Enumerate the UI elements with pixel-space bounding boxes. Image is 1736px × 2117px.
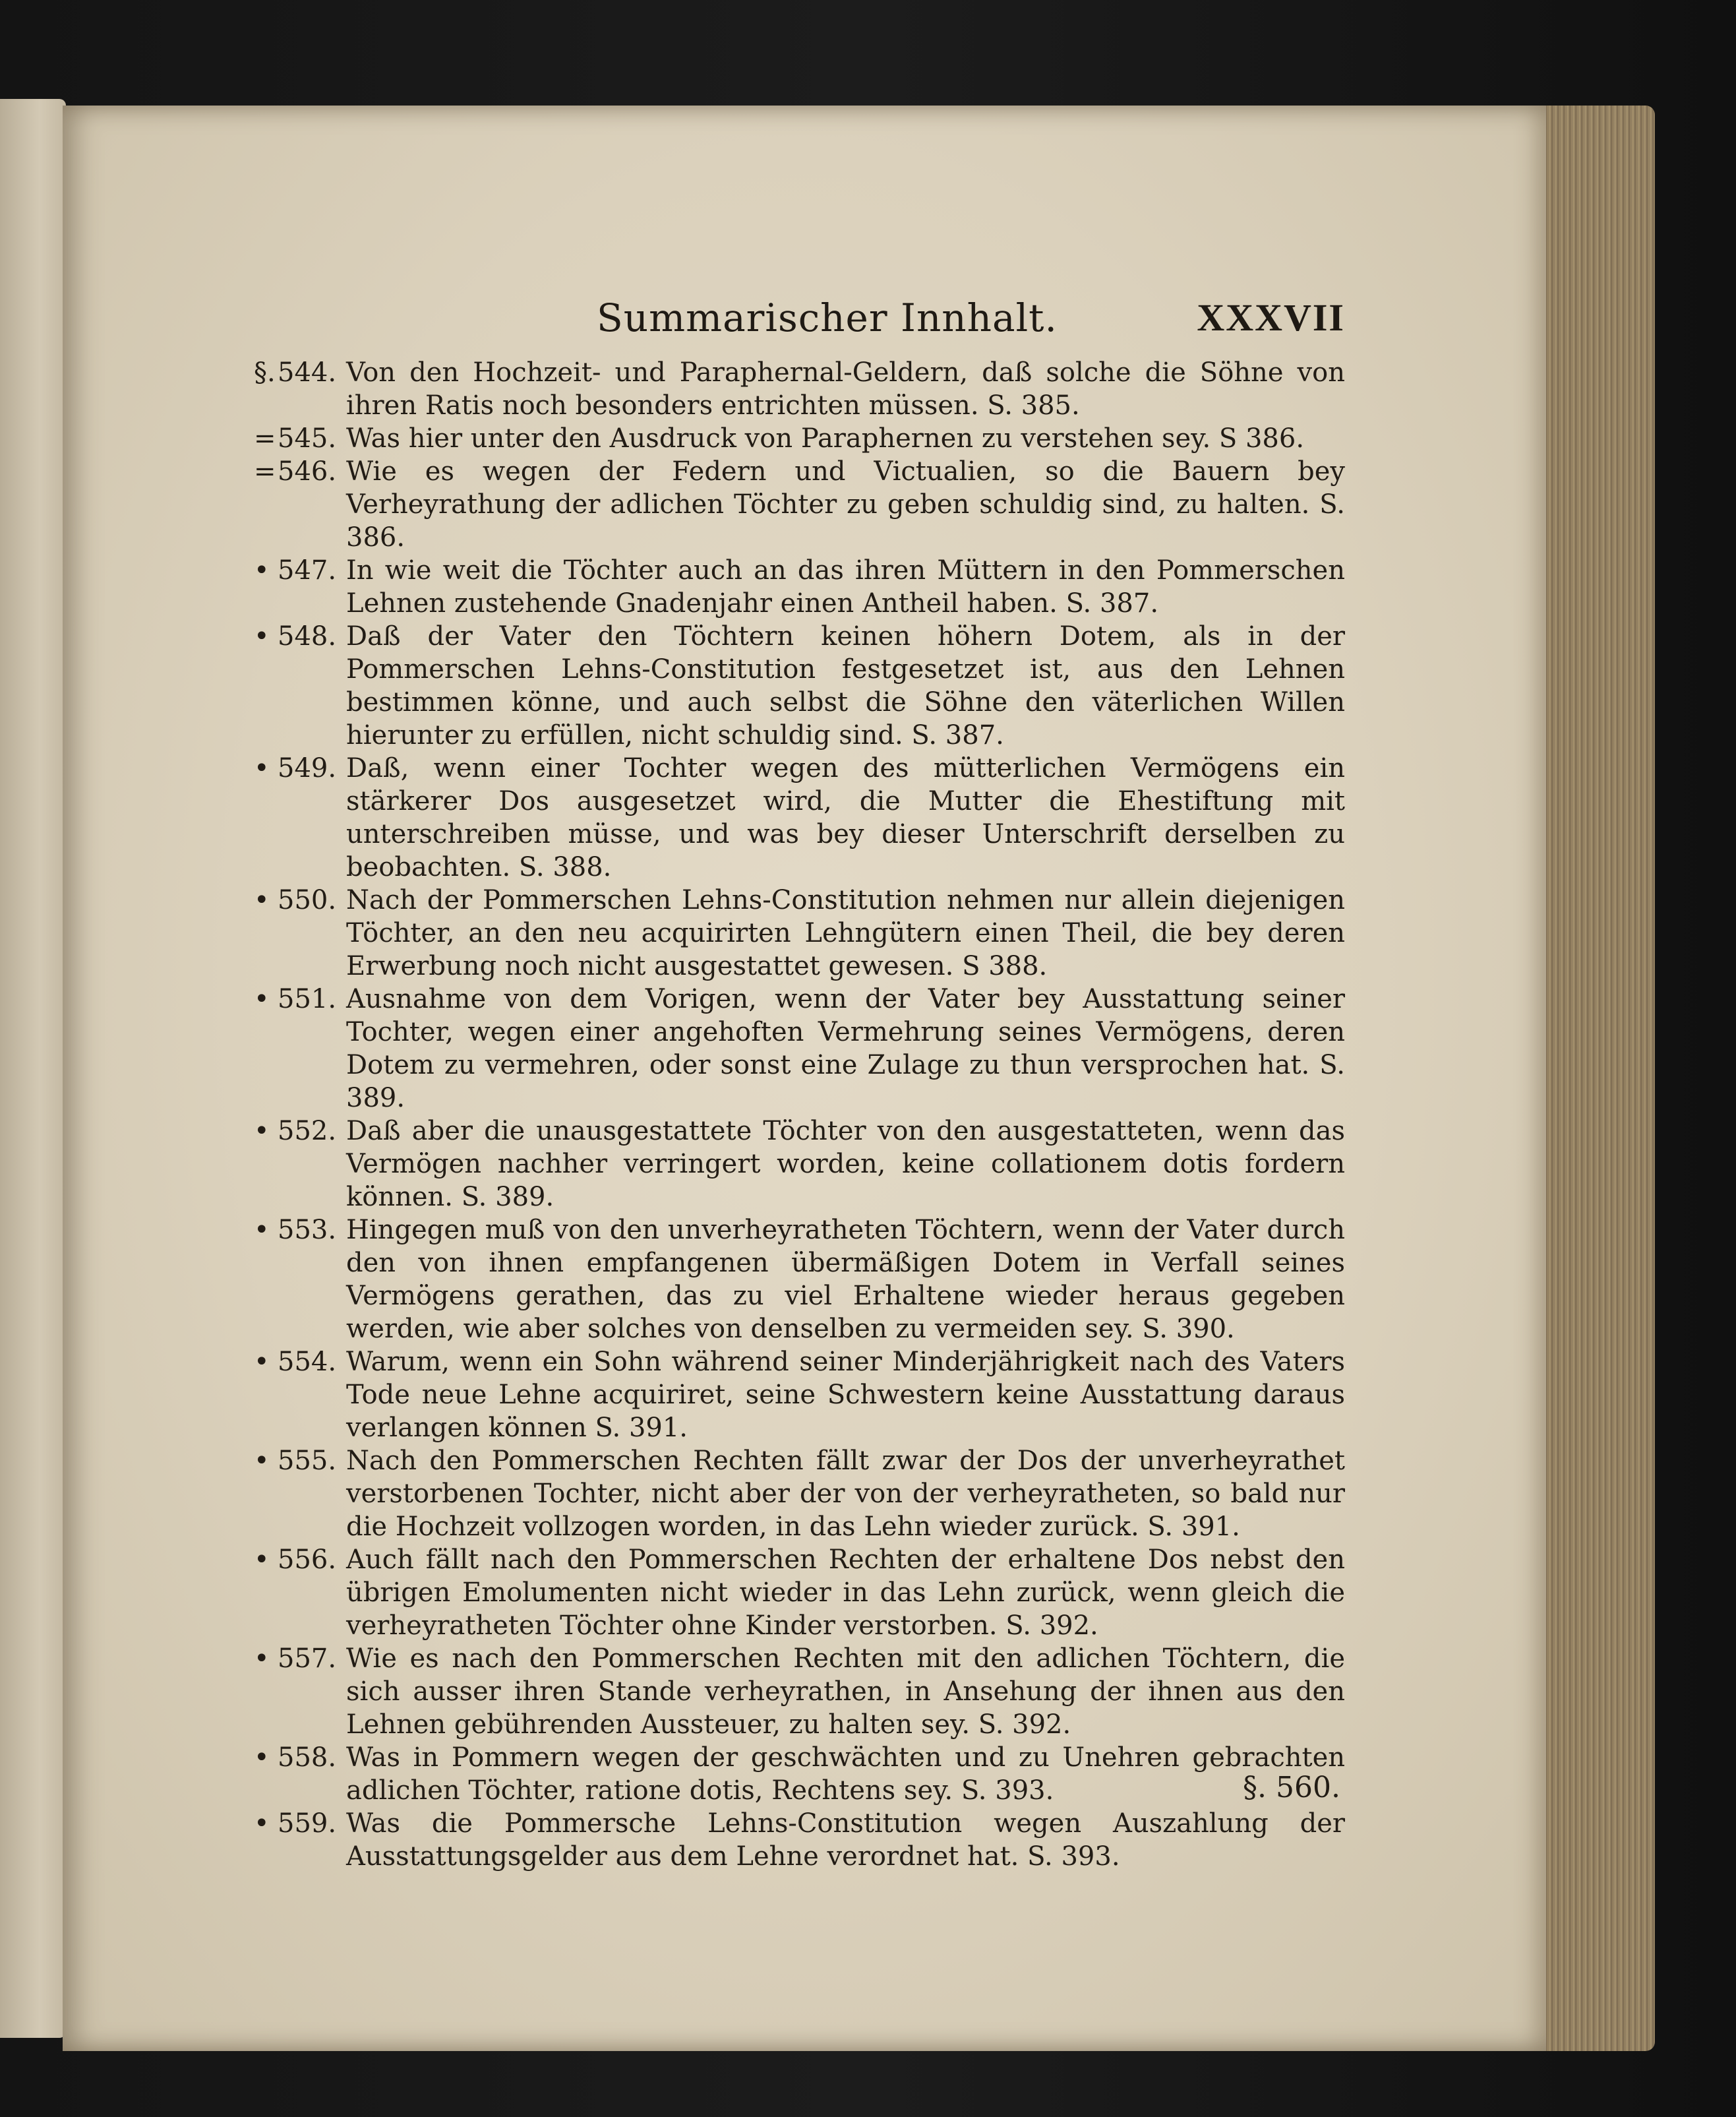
- entry-number: [254, 356, 336, 389]
- entry-paragraph-number: 552.: [278, 1116, 337, 1146]
- entry-number: [254, 752, 336, 785]
- summary-entry: [254, 752, 1345, 884]
- entry-number: [254, 983, 336, 1016]
- entry-paragraph-number: 554.: [278, 1347, 337, 1377]
- entry-text: Wie es wegen der Federn und Victualien, so die Bauern bey Verheyrathung der adlichen Töchter zu geben schuldig sind, zu halten. S. 386.: [346, 456, 1345, 553]
- entry-number: [254, 1345, 336, 1378]
- previous-page-edge: [0, 99, 66, 2038]
- entry-mark: •: [254, 1545, 270, 1575]
- entry-number: [254, 1642, 336, 1675]
- summary-entry: [254, 1345, 1345, 1444]
- entry-text: In wie weit die Töchter auch an das ihren Müttern in den Pommerschen Lehnen zustehende Gnadenjahr einen Antheil haben. S. 387.: [346, 555, 1345, 619]
- entry-paragraph-number: 553.: [278, 1215, 337, 1245]
- entry-mark: •: [254, 885, 270, 915]
- entry-mark: •: [254, 984, 270, 1014]
- entry-text: Was die Pommersche Lehns-Constitution wegen Auszahlung der Ausstattungsgelder aus dem Lehne verordnet hat. S. 393.: [346, 1808, 1345, 1872]
- summary-entry: [254, 1213, 1345, 1345]
- entry-text: Von den Hochzeit- und Paraphernal-Geldern, daß solche die Söhne von ihren Ratis noch besonders entrichten müssen. S. 385.: [346, 357, 1345, 421]
- entry-paragraph-number: 546.: [278, 456, 337, 487]
- entry-paragraph-number: 556.: [278, 1545, 337, 1575]
- summary-entry: [254, 1642, 1345, 1741]
- entry-text: Nach der Pommerschen Lehns-Constitution nehmen nur allein diejenigen Töchter, an den neu acquirirten Lehngütern einen Theil, die bey deren Erwerbung noch nicht ausgestattet gewesen. S 388.: [346, 885, 1345, 981]
- entry-number: [254, 1807, 336, 1840]
- summary-entry: [254, 1807, 1345, 1873]
- entry-mark: •: [254, 1742, 270, 1773]
- entry-mark: •: [254, 1116, 270, 1146]
- summary-entry: [254, 983, 1345, 1115]
- page-number: XXXVII: [1197, 296, 1345, 339]
- entry-paragraph-number: 555.: [278, 1446, 337, 1476]
- summary-entry-list: [254, 356, 1345, 1873]
- entry-text: Auch fällt nach den Pommerschen Rechten der erhaltene Dos nebst den übrigen Emolumenten nicht wieder in das Lehn zurück, wenn gleich die verheyratheten Töchter ohne Kinder verstorben. S. 392.: [346, 1545, 1345, 1641]
- entry-text: Daß aber die unausgestattete Töchter von den ausgestatteten, wenn das Vermögen nachher verringert worden, keine collationem dotis fordern können. S. 389.: [346, 1116, 1345, 1212]
- summary-entry: [254, 422, 1345, 455]
- entry-number: [254, 620, 336, 653]
- entry-text: Wie es nach den Pommerschen Rechten mit den adlichen Töchtern, die sich ausser ihren Stande verheyrathen, in Ansehung der ihnen aus den Lehnen gebührenden Aussteuer, zu halten sey. S. 392.: [346, 1643, 1345, 1740]
- entry-text: Daß, wenn einer Tochter wegen des mütterlichen Vermögens ein stärkerer Dos ausgesetzet wird, die Mutter die Ehestiftung mit unterschreiben müsse, und was bey dieser Unterschrift derselben zu beobachten. S. 388.: [346, 753, 1345, 882]
- entry-number: [254, 1543, 336, 1576]
- entry-number: [254, 554, 336, 587]
- entry-number: [254, 455, 336, 488]
- entry-text: Was hier unter den Ausdruck von Paraphernen zu verstehen sey. S 386.: [346, 423, 1305, 454]
- entry-text: Daß der Vater den Töchtern keinen höhern Dotem, als in der Pommerschen Lehns-Constitution festgesetzet ist, aus den Lehnen bestimmen könne, und auch selbst die Söhne den väterlichen Willen hierunter zu erfüllen, nicht schuldig sind. S. 387.: [346, 621, 1345, 751]
- entry-number: [254, 884, 336, 917]
- summary-entry: [254, 1115, 1345, 1213]
- summary-entry: [254, 356, 1345, 422]
- entry-mark: =: [254, 456, 276, 487]
- entry-text: Nach den Pommerschen Rechten fällt zwar der Dos der unverheyrathet verstorbenen Tochter, nicht aber der von der verheyratheten, so bald nur die Hochzeit vollzogen worden, in das Lehn wieder zurück. S. 391.: [346, 1446, 1345, 1542]
- entry-text: Was in Pommern wegen der geschwächten und zu Unehren gebrachten adlichen Töchter, ratione dotis, Rechtens sey. S. 393.: [346, 1742, 1345, 1806]
- entry-number: [254, 1115, 336, 1148]
- entry-mark: •: [254, 1808, 270, 1839]
- summary-entry: [254, 1444, 1345, 1543]
- entry-paragraph-number: 544.: [278, 357, 337, 388]
- entry-mark: •: [254, 1643, 270, 1674]
- summary-entry: [254, 884, 1345, 983]
- entry-paragraph-number: 550.: [278, 885, 337, 915]
- entry-text: Ausnahme von dem Vorigen, wenn der Vater bey Ausstattung seiner Tochter, wegen einer angehoften Vermehrung seines Vermögens, deren Dotem zu vermehren, oder sonst eine Zulage zu thun versprochen hat. S. 389.: [346, 984, 1345, 1113]
- entry-mark: =: [254, 423, 276, 454]
- entry-number: [254, 1213, 336, 1246]
- entry-mark: •: [254, 621, 270, 652]
- catchword: §. 560.: [1243, 1771, 1340, 1804]
- summary-entry: [254, 1543, 1345, 1642]
- entry-mark: •: [254, 753, 270, 783]
- summary-entry: [254, 1741, 1345, 1807]
- summary-entry: [254, 455, 1345, 554]
- entry-paragraph-number: 548.: [278, 621, 337, 652]
- entry-paragraph-number: 549.: [278, 753, 337, 783]
- entry-mark: •: [254, 555, 270, 586]
- entry-paragraph-number: 547.: [278, 555, 337, 586]
- running-title: Summarischer Innhalt.: [597, 295, 1058, 340]
- entry-paragraph-number: 545.: [278, 423, 337, 454]
- summary-entry: [254, 554, 1345, 620]
- entry-text: Hingegen muß von den unverheyratheten Töchtern, wenn der Vater durch den von ihnen empfangenen übermäßigen Dotem in Verfall seines Vermögens gerathen, das zu viel Erhaltene wieder heraus gegeben werden, wie aber solches von denselben zu vermeiden sey. S. 390.: [346, 1215, 1345, 1344]
- entry-mark: •: [254, 1347, 270, 1377]
- entry-paragraph-number: 558.: [278, 1742, 337, 1773]
- entry-mark: •: [254, 1215, 270, 1245]
- entry-number: [254, 422, 336, 455]
- entry-paragraph-number: 559.: [278, 1808, 337, 1839]
- entry-number: [254, 1444, 336, 1477]
- entry-paragraph-number: 557.: [278, 1643, 337, 1674]
- entry-mark: §.: [254, 357, 276, 388]
- page-header: [597, 295, 1345, 348]
- entry-text: Warum, wenn ein Sohn während seiner Minderjährigkeit nach des Vaters Tode neue Lehne acquiriret, seine Schwestern keine Ausstattung daraus verlangen können S. 391.: [346, 1347, 1345, 1443]
- entry-paragraph-number: 551.: [278, 984, 337, 1014]
- entry-number: [254, 1741, 336, 1774]
- entry-mark: •: [254, 1446, 270, 1476]
- summary-entry: [254, 620, 1345, 752]
- page-block-edges: [1536, 106, 1655, 2051]
